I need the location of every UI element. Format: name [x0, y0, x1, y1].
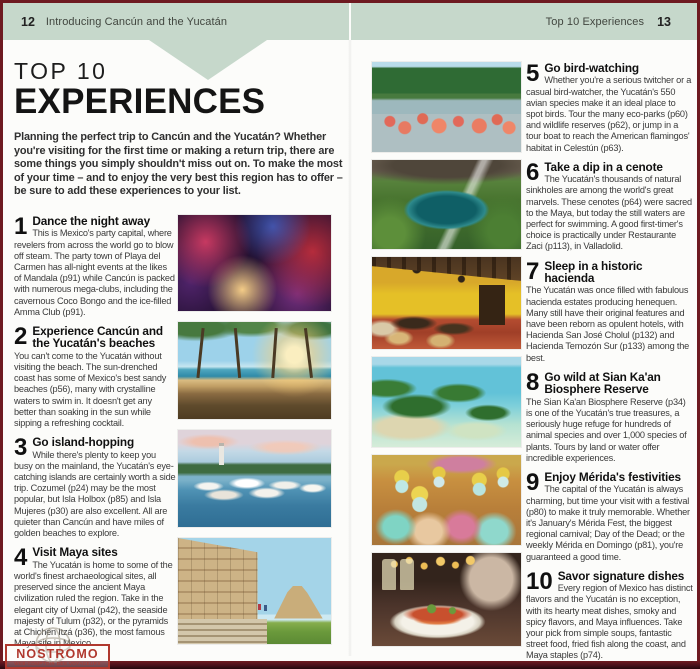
item-text: The Yucatán was once filled with fabulous hacienda estates producing henequen. Many still have their original features and have been reborn as opulent hotels, with Hacienda San José Cholul (p132) and Hacienda Temozón Sur (p133) among the best.	[526, 285, 690, 363]
steps-shape	[178, 619, 267, 644]
item-heading: Take a dip in a cenote	[544, 159, 663, 174]
stamp-tagline: WEB-COMPTOIR DES VOYAGEURS	[14, 661, 101, 666]
text-column-right	[526, 62, 694, 669]
item-heading: Dance the night away	[32, 214, 150, 228]
palm-trunk	[234, 328, 241, 379]
stamp-name: NOSTROMO	[16, 647, 99, 661]
item-number: 9	[526, 468, 540, 496]
item-number: 8	[526, 368, 540, 396]
item-number: 6	[526, 158, 540, 186]
item-heading: Go wild at Sian Ka'an Biosphere Reserve	[544, 369, 661, 397]
item-heading: Go island-hopping	[32, 435, 134, 450]
running-header-right	[546, 3, 671, 40]
doorway-shape	[479, 285, 504, 325]
running-header-left	[21, 3, 227, 40]
wine-glass-shape	[400, 559, 413, 591]
photo-beach	[178, 322, 331, 419]
item-number: 10	[526, 567, 553, 595]
bookseller-stamp	[5, 613, 115, 668]
page-number-right: 13	[657, 14, 671, 29]
item-text: This is Mexico's party capital, where revelers from across the world go to blow off steam. The party town of Playa del Carmen has all-night events at the likes of Mandala (p91) while Cancún is packed with numerous mega-clubs, including the cavernous Coco Bongo and the ice-filled Amma Club (p91).	[14, 228, 175, 317]
photo-maya-ruins	[178, 538, 331, 644]
page-number-left: 12	[21, 14, 35, 29]
tourist-figure	[258, 604, 261, 610]
title-block	[14, 59, 350, 199]
lighthouse-shape	[219, 443, 224, 465]
item-heading: Sleep in a historic hacienda	[544, 258, 643, 286]
photo-hacienda	[372, 257, 521, 349]
item-number: 7	[526, 257, 540, 285]
item-text: While there's plenty to keep you busy on the mainland, the Yucatán's eye-catching islands are certainly worth a side trip. Cozumel (p24) may be the most popular, but Isla Holbox (p85) and Isla Mujeres (p30) are also excellent. All are quieter than Cancún and have miles of golden beaches to explore.	[14, 449, 176, 539]
item-number: 4	[14, 544, 28, 572]
item-number: 3	[14, 434, 28, 462]
photo-cenote	[372, 160, 521, 249]
item-heading: Savor signature dishes	[557, 568, 685, 583]
pyramid-shape	[270, 585, 325, 619]
item-text: The Sian Ka'an Biosphere Reserve (p34) is one of the Yucatán's true treasures, a seriously huge refuge for hundreds of animal species and over 1,000 species of plants. Tours by land or water offer incredible experiences.	[526, 396, 687, 463]
palm-trunk	[303, 328, 312, 378]
palm-trunk	[197, 328, 205, 378]
experience-item-6	[526, 158, 694, 253]
stamp-frame	[5, 644, 110, 669]
item-number: 2	[14, 323, 28, 351]
tourist-figure	[264, 605, 267, 611]
page-background	[3, 3, 697, 666]
intro-paragraph: Planning the perfect trip to Cancún and the Yucatán? Whether you're visiting for the first time or making a return trip, there are some things you simply shouldn't miss out on. To make the most of your time – and to enjoy the very best this region has to offer – be sure to add these experiences to your list.	[14, 131, 343, 198]
stone-wall-shape	[178, 538, 258, 627]
section-title-right: Top 10 Experiences	[545, 15, 645, 28]
item-number: 5	[526, 60, 540, 87]
experience-item-3	[14, 436, 176, 539]
item-text: The Yucatán is home to some of the world's finest archaeological sites, all preserved since the ancient Maya civilization ruled the region. Take in the elegant city of Uxmal (p42), the seaside majesty of Tulum (p32), or the pyramids at Chichén Itzá (p36), the most famous Maya site in Mexico.	[14, 559, 173, 649]
item-text: Every region of Mexico has distinct flavors and the Yucatán is no exception, with its hearty meat dishes, smoky and spicy flavors, and Maya influences. Take your pick from simple soups, fantastic street food, fried fish along the coast, and Maya staples (p74).	[526, 583, 693, 661]
title-kicker: TOP 10	[14, 58, 108, 84]
roof-beams-shape	[372, 257, 521, 281]
experience-item-8	[526, 368, 694, 464]
item-heading: Experience Cancún and the Yucatán's beaches	[32, 324, 163, 351]
experience-item-1	[14, 215, 176, 318]
text-column-left	[14, 215, 176, 656]
experience-item-2	[14, 325, 176, 429]
item-text: Whether you're a serious twitcher or a casual bird-watcher, the Yucatán's 550 avian species make it an ideal place to spot birds. Tour the many eco-parks (p60) and wildlife reserves (p62), or jump in a tour boat to reach the American flamingos' habitat in Celestún (p63).	[526, 75, 692, 153]
page-title: EXPERIENCES	[14, 82, 266, 121]
experience-item-7	[526, 257, 694, 364]
experience-item-5	[526, 62, 694, 154]
wine-glass-shape	[382, 559, 395, 591]
photo-sian-kaan	[372, 357, 521, 447]
item-text: You can't come to the Yucatán without visiting the beach. The sun-drenched coast has some of Mexico's best sandy beaches (p56), many with crystalline waters to swim in. It doesn't get any better than soaking in the sun while sipping a refreshing cocktail.	[14, 350, 167, 429]
item-text: The Yucatán's thousands of natural sinkholes are among the world's great marvels. These cenotes (p64) were sacred to the Maya, but today the still waters are perfect for swimming. A good first-timer's choice is practically under Restaurante Zaci (p113), in Valladolid.	[526, 174, 692, 252]
experience-item-10	[526, 567, 694, 662]
photo-column-left	[178, 215, 331, 655]
photo-festival	[372, 455, 521, 545]
item-text: The capital of the Yucatán is always charming, but time your visit with a festival (p80) to make it truly memorable. Whether it's January's Mérida Fest, the biggest regional carnival; Day of the Dead; or the weekly Mérida en Domingo (p81), you're guaranteed a good time.	[526, 484, 690, 562]
item-heading: Visit Maya sites	[32, 545, 118, 560]
palm-trunk	[271, 328, 278, 379]
photo-marina	[178, 430, 331, 527]
photo-dish	[372, 553, 521, 646]
photo-nightlife	[178, 215, 331, 311]
item-heading: Go bird-watching	[544, 61, 639, 75]
section-title-left: Introducing Cancún and the Yucatán	[45, 15, 228, 28]
photo-flamingos	[372, 62, 521, 152]
photo-column-right	[372, 62, 521, 654]
experience-item-9	[526, 468, 694, 563]
item-heading: Enjoy Mérida's festivities	[544, 469, 681, 484]
item-number: 1	[14, 213, 28, 240]
